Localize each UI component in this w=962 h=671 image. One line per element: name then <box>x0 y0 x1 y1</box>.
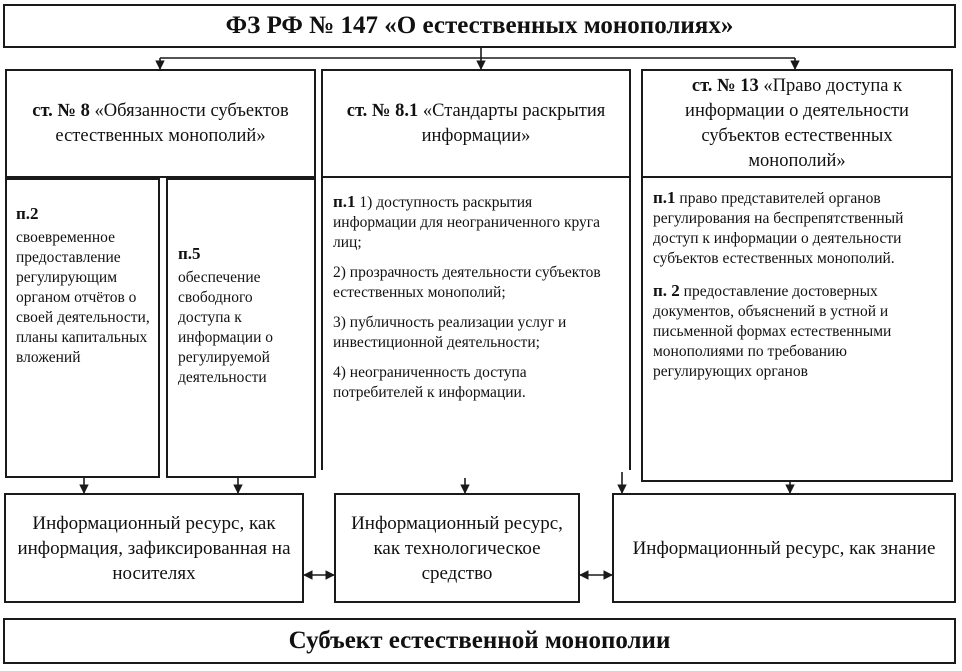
art81-item-1-text: 1) доступность раскрытия информации для неограниченного круга лиц; <box>333 194 601 251</box>
monopoly-subject-box <box>3 618 956 664</box>
art81-item-2: 2) прозрачность деятельности субъектов естественных монополий; <box>333 264 601 301</box>
resource-2-text: Информационный ресурс, как технологическое средство <box>351 512 563 584</box>
article-8-clause-2 <box>5 178 160 478</box>
resource-recorded-info <box>4 493 304 603</box>
article-8-header <box>5 69 316 178</box>
resource-knowledge <box>612 493 956 603</box>
art81-item-3: 3) публичность реализации услуг и инвестиционной деятельности; <box>333 314 567 351</box>
resource-tech-means <box>334 493 580 603</box>
clause-2-text: своевременное предоставление регулирующим органом отчётов о своей деятельности, планы капитальных вложений <box>16 229 150 366</box>
article-8-1-number: ст. № 8.1 <box>346 100 419 121</box>
law-title: ФЗ РФ № 147 «О естественных монополиях» <box>225 12 734 39</box>
resource-1-text: Информационный ресурс, как информация, зафиксированная на носителях <box>17 512 291 584</box>
art13-clause-1 <box>653 188 941 269</box>
law-title-box <box>3 4 956 48</box>
art81-item-4: 4) неограниченность доступа потребителей к информации. <box>333 364 527 401</box>
art81-item-1 <box>333 192 619 253</box>
art13-clause-1-label: п.1 <box>653 188 676 207</box>
monopoly-subject-label: Субъект естественной монополии <box>288 627 671 654</box>
article-8-clause-5 <box>166 178 316 478</box>
article-13-clauses <box>641 178 953 482</box>
article-8-1-clause-1 <box>321 178 631 470</box>
clause-2-label: п.2 <box>16 204 39 223</box>
art13-clause-2 <box>653 281 941 382</box>
art81-clause-1-label: п.1 <box>333 192 356 211</box>
clause-5-label: п.5 <box>178 244 201 263</box>
article-8-title: «Обязанности субъектов естественных монополий» <box>55 100 289 146</box>
art13-clause-2-text: предоставление достоверных документов, объяснений в устной и письменной формах естественными монополиями по требованию регулирующих органов <box>653 283 892 380</box>
article-8-number: ст. № 8 <box>32 100 90 121</box>
art13-clause-2-label: п. 2 <box>653 281 680 300</box>
clause-5-text: обеспечение свободного доступа к информации о регулируемой деятельности <box>178 269 273 386</box>
resource-3-text: Информационный ресурс, как знание <box>632 537 936 559</box>
article-8-1-header <box>321 69 631 178</box>
art13-clause-1-text: право представителей органов регулирования на беспрепятственный доступ к информации о деятельности субъектов естественных монополий. <box>653 190 904 267</box>
article-13-header <box>641 69 953 178</box>
article-8-1-title: «Стандарты раскрытия информации» <box>421 100 606 146</box>
article-13-title: «Право доступа к информации о деятельности субъектов естественных монополий» <box>685 75 909 171</box>
article-13-number: ст. № 13 <box>691 75 759 96</box>
